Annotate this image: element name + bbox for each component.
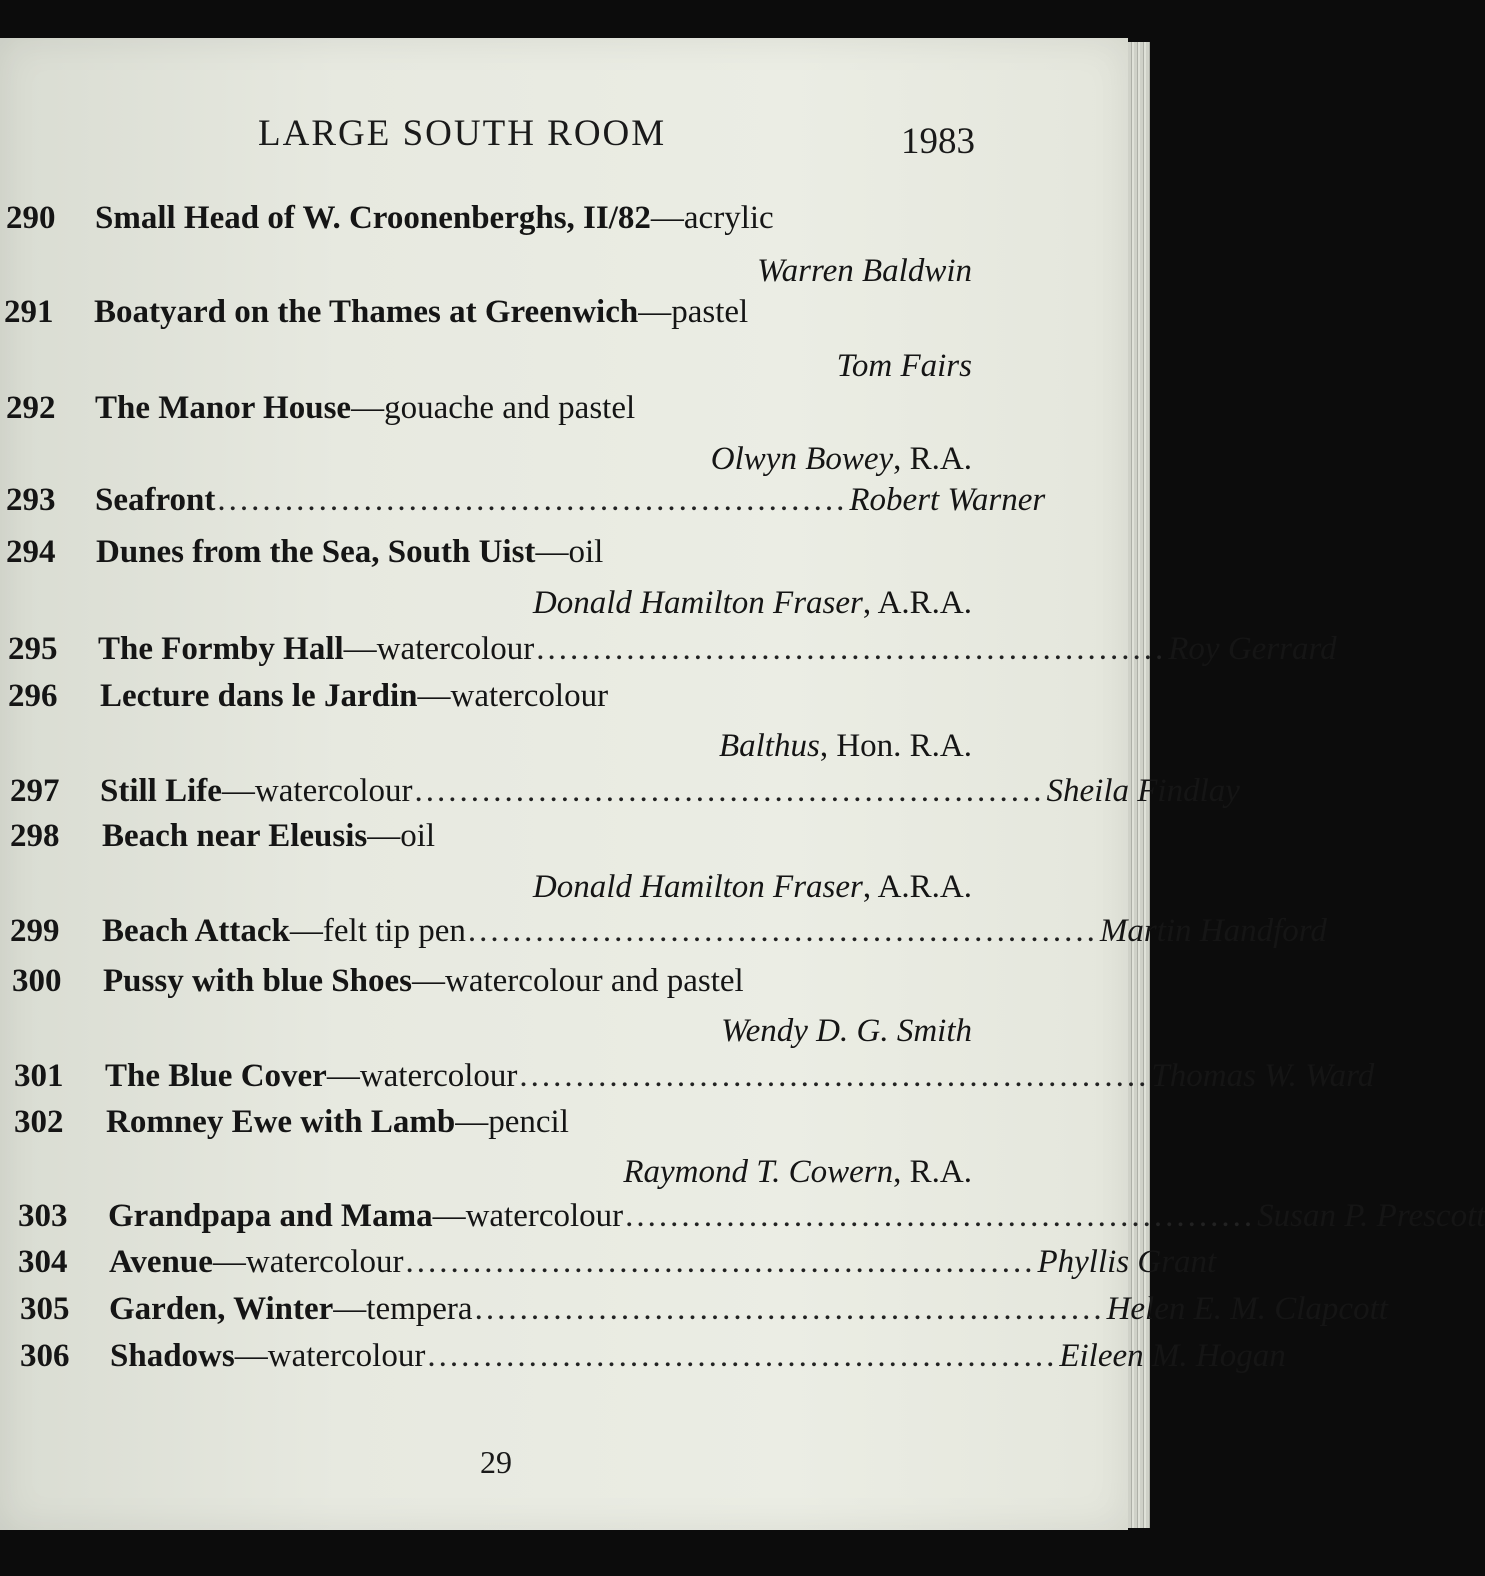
entry-number: 300 xyxy=(12,963,62,999)
entry-artist: Donald Hamilton Fraser xyxy=(532,585,863,621)
entry-number: 291 xyxy=(4,294,54,330)
entry-medium: —oil xyxy=(367,818,436,854)
entry-artist: Wendy D. G. Smith xyxy=(721,1013,972,1049)
entry-number: 301 xyxy=(14,1058,64,1094)
entry-medium: —felt tip pen xyxy=(289,913,466,949)
entry-artist-line xyxy=(757,248,972,294)
entry-medium: —watercolour xyxy=(221,773,413,809)
entry-honours: , A.R.A. xyxy=(862,585,972,621)
entry-title: The Formby Hall xyxy=(98,631,344,667)
dot-leader: ........................................................ xyxy=(474,1291,1105,1327)
entry-title: Dunes from the Sea, South Uist xyxy=(96,534,536,570)
entry-title: The Blue Cover xyxy=(105,1058,327,1094)
entry-artist-line xyxy=(721,1008,972,1054)
entry-honours: , R.A. xyxy=(893,441,972,477)
entry-number: 302 xyxy=(14,1104,64,1140)
entry-number: 294 xyxy=(6,534,56,570)
entry-artist: Phyllis Grant xyxy=(1037,1244,1217,1280)
entry-number: 297 xyxy=(10,773,60,809)
entry-number: 305 xyxy=(20,1291,70,1327)
entry-title: Pussy with blue Shoes xyxy=(103,963,413,999)
dot-leader: ........................................................ xyxy=(217,482,848,518)
entry-artist: Eileen M. Hogan xyxy=(1059,1338,1286,1374)
entry-medium: —tempera xyxy=(333,1291,473,1327)
entry-medium: —watercolour xyxy=(417,678,609,714)
entry-medium: —pencil xyxy=(455,1104,569,1140)
entry-artist-line xyxy=(623,1149,972,1195)
entry-artist: Robert Warner xyxy=(849,482,1046,518)
entry-artist-line xyxy=(719,723,972,769)
entry-title: Shadows xyxy=(110,1338,235,1374)
entry-number: 295 xyxy=(8,631,58,667)
entry-medium: —watercolour xyxy=(212,1244,404,1280)
entry-artist-line xyxy=(533,864,972,910)
entry-title: Boatyard on the Thames at Greenwich xyxy=(94,294,639,330)
dot-leader: ........................................................ xyxy=(467,913,1098,949)
entry-artist: Donald Hamilton Fraser xyxy=(532,869,863,905)
entry-medium: —watercolour xyxy=(343,631,535,667)
entry-number: 290 xyxy=(6,200,56,236)
dot-leader: ........................................................ xyxy=(414,773,1045,809)
entry-artist: Warren Baldwin xyxy=(757,253,972,289)
entry-number: 304 xyxy=(18,1244,68,1280)
entry-number: 303 xyxy=(18,1198,68,1234)
entry-title: Garden, Winter xyxy=(109,1291,334,1327)
running-head-title: LARGE SOUTH ROOM xyxy=(258,113,667,154)
entry-artist: Tom Fairs xyxy=(836,348,972,384)
running-head-year: 1983 xyxy=(901,121,975,162)
entry-title: The Manor House xyxy=(95,390,352,426)
entry-medium: —watercolour and pastel xyxy=(412,963,744,999)
entry-title: Still Life xyxy=(100,773,222,809)
entry-number: 293 xyxy=(6,482,56,518)
entry-number: 292 xyxy=(6,390,56,426)
entry-title: Seafront xyxy=(95,482,216,518)
entry-number: 306 xyxy=(20,1338,70,1374)
entry-artist: Thomas W. Ward xyxy=(1151,1058,1375,1094)
entry-title: Beach Attack xyxy=(102,913,290,949)
entry-title: Lecture dans le Jardin xyxy=(100,678,418,714)
entry-medium: —oil xyxy=(535,534,604,570)
entry-title: Romney Ewe with Lamb xyxy=(106,1104,456,1140)
entry-artist: Roy Gerrard xyxy=(1168,631,1337,667)
entry-medium: —watercolour xyxy=(326,1058,518,1094)
entry-title: Avenue xyxy=(109,1244,213,1280)
entry-title: Grandpapa and Mama xyxy=(108,1198,433,1234)
entry-number: 298 xyxy=(10,818,60,854)
dot-leader: ........................................................ xyxy=(427,1338,1058,1374)
entry-medium: —watercolour xyxy=(432,1198,624,1234)
dot-leader: ........................................................ xyxy=(405,1244,1036,1280)
entry-title: Small Head of W. Croonenberghs, II/82 xyxy=(95,200,651,236)
entry-number: 299 xyxy=(10,913,60,949)
entry-medium: —pastel xyxy=(638,294,749,330)
entry-artist-line xyxy=(711,436,972,482)
entry-artist: Balthus xyxy=(718,728,820,764)
entry-artist: Helen E. M. Clapcott xyxy=(1106,1291,1388,1327)
entry-title: Beach near Eleusis xyxy=(102,818,368,854)
entry-honours: , A.R.A. xyxy=(862,869,972,905)
dot-leader: ........................................................ xyxy=(536,631,1167,667)
page-number: 29 xyxy=(480,1444,512,1480)
entry-honours: , Hon. R.A. xyxy=(819,728,972,764)
dot-leader: ........................................................ xyxy=(625,1198,1256,1234)
entry-artist: Olwyn Bowey xyxy=(710,441,894,477)
entry-artist-line xyxy=(533,580,972,626)
entry-medium: —acrylic xyxy=(650,200,774,236)
entry-artist: Martin Handford xyxy=(1099,913,1327,949)
entry-artist: Susan P. Prescott xyxy=(1257,1198,1485,1234)
entry-honours: , R.A. xyxy=(893,1154,972,1190)
dot-leader: ........................................................ xyxy=(519,1058,1150,1094)
entry-medium: —watercolour xyxy=(234,1338,426,1374)
entry-artist-line xyxy=(837,343,972,389)
entry-medium: —gouache and pastel xyxy=(351,390,636,426)
entry-number: 296 xyxy=(8,678,58,714)
entry-artist: Sheila Findlay xyxy=(1046,773,1240,809)
entry-artist: Raymond T. Cowern xyxy=(623,1154,894,1190)
